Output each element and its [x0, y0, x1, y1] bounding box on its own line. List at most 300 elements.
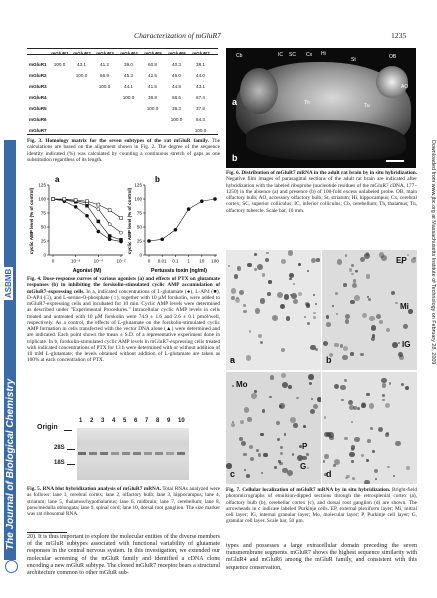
cell-dot	[405, 386, 409, 390]
cell-dot	[232, 385, 235, 388]
table-cell: 44.1	[124, 84, 133, 89]
cell-dot	[366, 252, 369, 255]
table-cell: 68.6	[172, 95, 181, 100]
cell-dot	[370, 427, 373, 430]
column-header: mGluR6	[168, 51, 186, 56]
table-cell: 44.0	[196, 73, 205, 78]
table-cell: 43.1	[77, 62, 86, 67]
cell-dot	[296, 397, 298, 399]
chart-point	[108, 209, 111, 212]
table-cell: 40.3	[172, 62, 181, 67]
fig3-caption	[27, 138, 220, 163]
fig6-panel-b-label: b	[232, 153, 238, 163]
cell-dot	[304, 316, 306, 318]
cell-dot	[368, 298, 371, 301]
cell-dot	[231, 423, 235, 427]
fig5-caption-title: RNA blot hybridization analysis of mGluR7 mRNA.	[42, 486, 162, 492]
chart-point	[119, 231, 122, 234]
cell-dot	[344, 437, 347, 440]
row-label: mGluR1	[29, 62, 47, 67]
table-cell: 37.8	[196, 106, 205, 111]
cell-dot	[345, 314, 350, 319]
chart-x-tick-label: 10⁻²	[116, 258, 126, 264]
cell-dot	[335, 292, 338, 295]
row-label: mGluR7	[29, 128, 47, 133]
cell-dot	[372, 334, 375, 337]
fig5-caption-lead: Fig. 5.	[27, 486, 42, 492]
cell-dot	[392, 342, 398, 348]
label-hi: Hi	[321, 51, 326, 57]
cell-dot	[243, 304, 247, 308]
scale-bar	[386, 160, 404, 162]
cell-dot	[256, 449, 259, 452]
chart-y-tick-label: 100	[134, 196, 142, 202]
fig4-caption-lead: Fig. 4.	[27, 276, 42, 282]
chart-x-tick-label: 1	[187, 258, 190, 264]
cell-dot	[282, 382, 288, 388]
row-label: mGluR3	[29, 84, 47, 89]
tag-ep: EP	[396, 256, 407, 265]
blot-band	[122, 452, 130, 455]
chart-point	[108, 238, 111, 241]
cell-dot	[279, 462, 282, 465]
cell-dot	[311, 258, 317, 264]
cell-dot	[334, 459, 340, 465]
cell-dot	[263, 453, 267, 457]
caption-end-rule	[27, 532, 67, 533]
label-ic: IC	[278, 52, 283, 58]
cell-dot	[267, 292, 271, 296]
table-top-rule	[27, 48, 218, 49]
cell-dot	[310, 409, 315, 414]
cell-dot	[280, 446, 284, 450]
table-cell: 38.1	[196, 62, 205, 67]
chart-point	[97, 203, 100, 206]
row-label: mGluR2	[29, 73, 47, 78]
cell-dot	[326, 432, 331, 437]
olfactory-bulb-a	[376, 66, 408, 98]
lane-number: 5	[123, 418, 127, 424]
chart-y-tick-label: 125	[134, 182, 142, 188]
chart-y-tick-label: 75	[136, 210, 142, 216]
table-cell: 100.0	[146, 106, 159, 111]
cell-dot	[323, 460, 326, 463]
cell-dot	[336, 313, 338, 315]
marker-18s-tick	[67, 464, 75, 465]
chart-a-panel-label: a	[55, 175, 60, 184]
fig6-caption-title: Distribution of mGluR7 mRNA in the adult rat brain by in situ hybridization.	[241, 170, 418, 176]
blot-band	[111, 452, 119, 455]
fig6-film-image	[226, 48, 416, 168]
page-number: 1235	[391, 31, 407, 40]
cell-dot	[351, 421, 353, 423]
cell-dot	[374, 469, 378, 473]
asbmb-logo: ASBMB	[4, 268, 13, 298]
cell-dot	[334, 343, 338, 347]
cell-dot	[228, 265, 230, 267]
cell-dot	[289, 278, 292, 281]
cell-dot	[382, 383, 387, 388]
cell-dot	[286, 316, 291, 321]
cell-dot	[340, 385, 346, 391]
cell-dot	[266, 252, 269, 255]
rna-blot	[27, 418, 217, 480]
cell-dot	[369, 403, 374, 408]
table-cell: 41.2	[100, 62, 109, 67]
chart-y-tick-label: 50	[40, 224, 46, 230]
chart-y-tick-label: 125	[38, 182, 46, 188]
label-st: St	[351, 57, 356, 63]
cell-dot	[281, 373, 287, 379]
cell-dot	[302, 456, 306, 460]
cell-dot	[385, 403, 390, 408]
cell-dot	[342, 355, 348, 361]
cell-dot	[306, 303, 311, 308]
cell-dot	[306, 453, 309, 456]
jbc-seal-icon	[5, 560, 18, 573]
cell-dot	[292, 453, 294, 455]
chart-point	[120, 238, 123, 241]
cell-dot	[298, 263, 301, 266]
cell-dot	[309, 382, 312, 385]
brain-section-b	[246, 120, 406, 160]
cell-dot	[284, 433, 287, 436]
tag-p: P	[302, 442, 308, 451]
column-header: mGluR7	[192, 51, 210, 56]
table-cell: 100.0	[170, 117, 183, 122]
fig3-caption-text: The calculations are based on the alignment shown in Fig. 2. The degree of the sequence identity indicated (%) was calculated by counting a continuous stretch of gaps as one substitution regardless of its length.	[27, 138, 220, 163]
cell-dot	[375, 478, 377, 480]
cell-dot	[349, 268, 352, 271]
lane-number: 9	[167, 418, 171, 424]
fig7-panel-d	[322, 372, 417, 484]
micrograph-cells	[226, 250, 321, 370]
table-row	[27, 62, 218, 72]
fig7-caption-title: Cellular localization of mGluR7 mRNA by in situ hybridization.	[242, 487, 391, 493]
chart-y-tick-label: 0	[139, 252, 142, 258]
cell-dot	[351, 448, 354, 451]
cell-dot	[272, 315, 278, 321]
cell-dot	[247, 417, 252, 422]
table-row	[27, 128, 218, 138]
cell-dot	[250, 457, 254, 461]
label-tu: Tu	[364, 103, 370, 109]
cell-dot	[279, 405, 281, 407]
cell-dot	[382, 399, 385, 402]
cell-dot	[265, 258, 269, 262]
cell-dot	[337, 259, 343, 265]
column-header: mGluR2	[73, 51, 91, 56]
fig5-caption-text: Total RNAs analyzed were as follows: lane 1, cerebral cortex; lane 2, olfactory bulb; lane 3, hippocampus; lane 4, striatum; lane 5, thalamus/hypothalamus; lane 6, midbrain; lane 7, cerebellum; lane 8, pons/medulla oblongata; lane 9, spinal cord; lane 10, dorsal root ganglion. The size marker was rat ribosomal RNA.	[27, 486, 220, 517]
cell-dot	[247, 263, 251, 267]
download-notice: Downloaded from www.jbc.org at Massachusetts Institute of Technology on February 28, 2009	[430, 140, 436, 365]
cell-dot	[276, 421, 280, 425]
cell-dot	[246, 355, 251, 360]
cell-dot	[244, 407, 250, 413]
cell-dot	[369, 316, 374, 321]
cell-dot	[345, 254, 347, 256]
cell-dot	[376, 314, 381, 319]
cell-dot	[345, 319, 350, 324]
cell-dot	[353, 406, 357, 410]
cell-dot	[255, 308, 261, 314]
cell-dot	[361, 403, 365, 407]
blot-band	[133, 452, 141, 455]
chart-point	[97, 220, 100, 223]
marker-28s-tick	[67, 449, 75, 450]
cell-dot	[281, 259, 286, 264]
fig7-caption	[226, 487, 417, 525]
cell-dot	[361, 454, 364, 457]
cell-dot	[236, 297, 238, 299]
row-label: mGluR6	[29, 117, 47, 122]
chart-point	[120, 217, 123, 220]
cell-dot	[260, 298, 265, 303]
fig6-panel-a-label: a	[232, 97, 238, 107]
label-cx: Cx	[306, 52, 313, 58]
table-row	[27, 106, 218, 116]
cell-dot	[398, 342, 400, 344]
table-row	[27, 84, 218, 94]
cell-dot	[334, 384, 339, 389]
cell-dot	[287, 470, 293, 476]
cell-dot	[316, 258, 319, 261]
table-cell: 100.0	[53, 62, 66, 67]
chart-point	[187, 207, 190, 210]
table-cell: 100.0	[194, 128, 207, 133]
cell-dot	[254, 253, 257, 256]
fig6-caption-lead: Fig. 6.	[226, 170, 240, 176]
fig7-caption-lead: Fig. 7.	[226, 487, 241, 493]
cell-dot	[254, 390, 257, 393]
cell-dot	[244, 469, 246, 471]
cell-dot	[345, 477, 348, 480]
cell-dot	[411, 258, 415, 262]
chart-point	[213, 197, 216, 200]
cell-dot	[308, 374, 314, 380]
cell-dot	[243, 453, 246, 456]
cell-dot	[395, 441, 401, 447]
cell-dot	[351, 273, 353, 275]
cell-dot	[269, 396, 272, 399]
cell-dot	[240, 420, 244, 424]
cell-dot	[262, 273, 266, 277]
cell-dot	[293, 299, 298, 304]
chart-y-tick-label: 25	[40, 238, 46, 244]
cell-dot	[391, 291, 395, 295]
column-header: mGluR3	[96, 51, 114, 56]
chart-y-tick-label: 0	[43, 252, 46, 258]
chart-point	[174, 228, 177, 231]
lane-number: 4	[112, 418, 116, 424]
cell-dot	[349, 452, 354, 457]
cell-dot	[344, 379, 348, 383]
label-cb: Cb	[236, 53, 243, 59]
chart-point	[108, 223, 111, 226]
cell-dot	[261, 472, 264, 475]
blot-band	[155, 452, 163, 455]
cell-dot	[315, 348, 318, 351]
cell-dot	[239, 290, 245, 296]
cell-dot	[280, 452, 283, 455]
fig7-caption-text: Bright-field photomicrographs of emulsion-dipped sections through the retrosplenial cortex (a), olfactory bulb (b), cerebellar cortex (c), and dorsal root ganglion (d) are shown. The arrowheads in c indicate labeled Purkinje cells. EP, external plexiform layer; Mi, mitral cell layer; IG, internal granular layer; Mo, molecular layer; P, Purkinje cell layer; G, granular cell layer. Scale bar, 50 µm.	[226, 487, 418, 525]
table-cell: 60.8	[148, 62, 157, 67]
cell-dot	[315, 303, 317, 305]
row-label: mGluR4	[29, 95, 47, 100]
row-label: mGluR5	[29, 106, 47, 111]
micrograph-cells	[322, 372, 417, 484]
chart-x-tick-label: 100	[211, 258, 219, 264]
cell-dot	[293, 423, 297, 427]
cell-dot	[357, 407, 360, 410]
table-cell: 41.5	[148, 84, 157, 89]
cell-dot	[313, 294, 315, 296]
blot-band	[89, 452, 97, 455]
table-header-rule	[27, 54, 218, 55]
marker-18s: 18S	[54, 460, 65, 466]
cell-dot	[385, 433, 389, 437]
chart-point	[85, 214, 88, 217]
lane-number: 3	[101, 418, 105, 424]
cerebellum-a	[240, 68, 278, 114]
chart-x-tick-label: 0	[51, 258, 55, 264]
cell-dot	[379, 252, 385, 258]
cell-dot	[372, 450, 375, 453]
cell-dot	[231, 288, 236, 293]
chart-y-tick-label: 25	[136, 238, 142, 244]
fig3-caption-title: Homology matrix for the seven subtypes of the rat mGluR family.	[45, 138, 209, 144]
fig4-charts	[27, 173, 220, 273]
blot-band	[177, 452, 185, 455]
origin-tick	[64, 430, 72, 431]
chart-point	[108, 234, 111, 237]
chart-y-tick-label: 50	[136, 224, 142, 230]
label-th: Th	[304, 100, 310, 106]
chart-point	[74, 199, 77, 202]
tag-mo: Mo	[236, 380, 248, 389]
table-cell: 39.3	[172, 106, 181, 111]
lane-number: 7	[145, 418, 149, 424]
cell-dot	[350, 300, 354, 304]
chart-x-tick-label: 10⁻⁴	[93, 258, 104, 264]
chart-b-panel-label: b	[155, 175, 160, 184]
cell-dot	[307, 270, 309, 272]
tag-ig: IG	[402, 340, 411, 349]
table-cell: 66.9	[100, 73, 109, 78]
blot-origin-label: Origin	[37, 424, 58, 431]
fig4-caption-title: Dose-response curves of various agonists (a) and effects of PTX on glutamate responses (b) in inhibiting the forskolin-stimulated cyclic AMP accumulation of mGluR7-expressing cells.	[27, 276, 221, 295]
label-ao: AO	[401, 84, 409, 90]
cell-dot	[262, 409, 266, 413]
label-sc: SC	[289, 52, 296, 58]
table-cell: 100.0	[98, 84, 111, 89]
blot-lane-numbers	[79, 418, 189, 428]
cell-dot	[290, 294, 292, 296]
chart-x-tick-label: 0.01	[157, 258, 167, 264]
cell-dot	[284, 294, 289, 299]
fig6-caption	[226, 170, 417, 214]
cell-dot	[270, 375, 274, 379]
table-row	[27, 117, 218, 127]
cell-dot	[282, 468, 287, 473]
cell-dot	[231, 296, 234, 299]
cell-dot	[386, 328, 390, 332]
chart-point	[86, 200, 89, 203]
chart-point	[74, 205, 77, 208]
cell-dot	[401, 383, 404, 386]
table-cell: 46.0	[172, 73, 181, 78]
cell-dot	[343, 346, 348, 351]
lane-number: 2	[90, 418, 94, 424]
fig5-caption	[27, 486, 220, 517]
table-cell: 39.0	[124, 62, 133, 67]
cell-dot	[382, 394, 385, 397]
cell-dot	[403, 324, 408, 329]
table-cell: 67.4	[196, 95, 205, 100]
table-cell: 43.1	[196, 84, 205, 89]
column-header: mGluR1	[51, 51, 69, 56]
cell-dot	[243, 310, 247, 314]
cell-dot	[293, 283, 295, 285]
blot-band	[78, 452, 86, 455]
cell-dot	[326, 322, 330, 326]
tag-g: G	[300, 462, 307, 471]
fig3-caption-lead: Fig. 3.	[27, 138, 43, 144]
cell-dot	[371, 325, 377, 331]
cell-dot	[260, 341, 263, 344]
cell-dot	[260, 433, 263, 436]
cell-dot	[288, 385, 292, 389]
chart-x-tick-label: 10⁻⁶	[70, 258, 81, 264]
table-header-row	[27, 51, 218, 61]
cell-dot	[311, 398, 313, 400]
chart-x-tick-label: 0.1	[172, 258, 179, 264]
cell-dot	[234, 274, 239, 279]
cell-dot	[366, 393, 369, 396]
cell-dot	[288, 250, 293, 255]
cell-dot	[317, 397, 321, 402]
fig7-panel-a-label: a	[230, 355, 236, 365]
chart-point	[52, 198, 55, 201]
fig4-caption-text: In a, indicated concentrations of L-glutamate (●), L-AP4 (■), D-AP4 (□), and L-serine-O-phosphate (○), together with 10 µM forskolin, were added to mGluR7-expressing cells and incubated for 10 min. Cyclic AMP levels were determined as described under "Experimental Procedures." Intracellular cyclic AMP levels in cells treated and untreated with 10 µM forskolin were 74.9 ± 1.6 and 2.6 ± 0.1 pmol/well, respectively. As a control, the effects of L-glutamate on the forskolin-stimulated cyclic AMP formation in cells transfected with the vector DNA alone (▲) were determined and are indicated. Each point shows the mean ± S.D. of a representative experiment done in triplicate. In b, forskolin-stimulated cyclic AMP levels in mGluR7-expressing cells treated with indicated concentrations of PTX for 13 h were determined with or without addition of 10 mM L-glutamate; the levels obtained without addition of L-glutamate are taken as 100% at each concentration of PTX.	[27, 288, 220, 364]
table-cell: 44.8	[172, 84, 181, 89]
table-row	[27, 73, 218, 83]
cell-dot	[332, 305, 334, 307]
marker-28s: 28S	[54, 445, 65, 451]
table-cell: 39.8	[148, 95, 157, 100]
table-cell: 64.3	[196, 117, 205, 122]
cell-dot	[352, 477, 355, 480]
cell-dot	[298, 292, 302, 296]
table-cell: 100.0	[122, 95, 135, 100]
blot-band	[144, 452, 152, 455]
column-header: mGluR4	[120, 51, 138, 56]
cell-dot	[307, 467, 309, 469]
chart-point	[97, 230, 100, 233]
fig7-panel-b	[322, 250, 417, 370]
cell-dot	[249, 330, 252, 333]
lane-number: 6	[134, 418, 138, 424]
cell-dot	[258, 453, 262, 457]
cell-dot	[251, 393, 257, 399]
cell-dot	[352, 283, 357, 288]
cell-dot	[393, 475, 395, 477]
table-cell: 45.3	[124, 73, 133, 78]
cell-dot	[366, 459, 369, 462]
cell-dot	[268, 280, 271, 283]
chart-point	[97, 207, 100, 210]
cell-dot	[326, 315, 330, 319]
